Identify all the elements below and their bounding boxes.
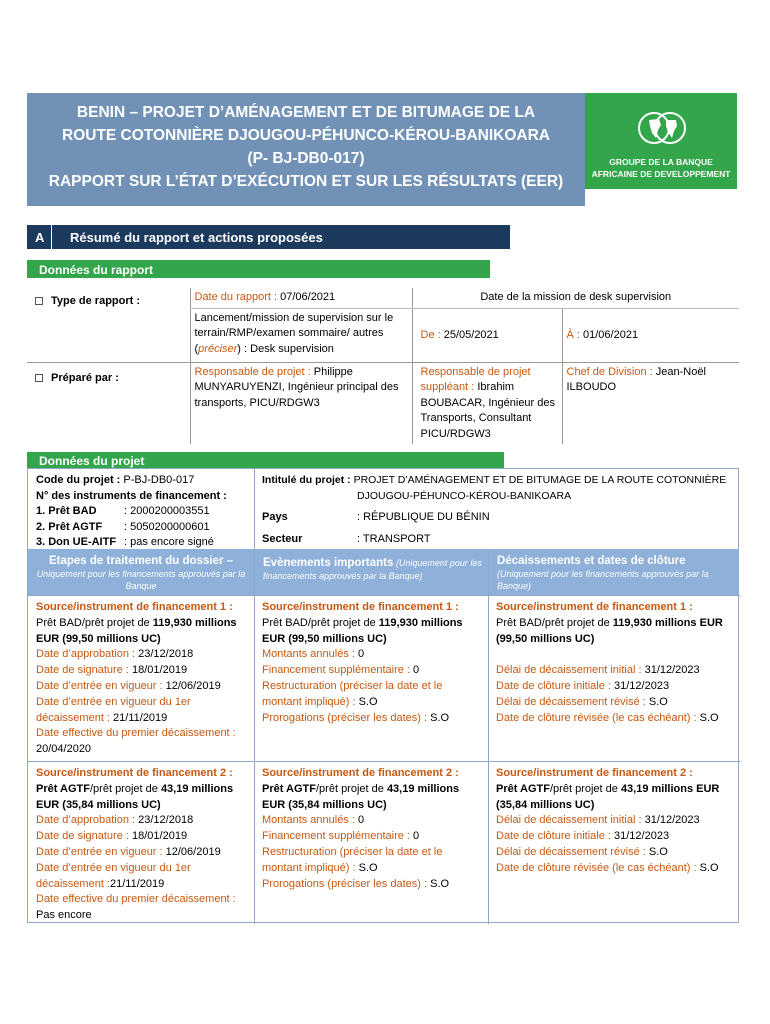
info-label: Date d’entrée en vigueur : <box>36 679 166 692</box>
info-label: Date d’entrée en vigueur du 1er décaissement : <box>36 861 191 890</box>
info-label: Date de signature : <box>36 664 133 677</box>
info-row <box>496 829 734 845</box>
section-letter: A <box>27 225 51 249</box>
info-value: 0 <box>358 814 365 827</box>
info-label: Montants annulés : <box>262 648 359 661</box>
title-line-2: ROUTE COTONNIÈRE DJOUGOU-PÉHUNCO-KÉROU-BANIKOARA <box>62 127 550 144</box>
mission-start: De : 25/05/2021 <box>412 308 562 362</box>
info-row <box>496 679 734 695</box>
info-label: Date de clôture initiale : <box>496 679 615 692</box>
info-label: Financement supplémentaire : <box>262 664 414 677</box>
info-row <box>496 861 734 877</box>
info-row <box>262 679 484 711</box>
info-value: 0 <box>413 664 420 677</box>
block1-disbursements <box>496 663 734 726</box>
info-value: 21/11/2019 <box>109 877 165 890</box>
info-value: Pas encore <box>36 909 92 922</box>
info-label: Date d’entrée en vigueur du 1er décaissement : <box>36 695 191 724</box>
info-value: S.O <box>699 711 719 724</box>
report-data-table <box>27 288 739 444</box>
block1-dates <box>36 647 250 758</box>
col2-header: Evènements importants (Uniquement pour les financements approuvés par la Banque) <box>255 549 488 595</box>
block1-col3: Source/instrument de financement 1 : Prêt BAD/prêt projet de 119,930 millions EUR (99,50 millions UC) Délai de décaissement initial : 31/12/2023 Date de clôture initiale : 31/12/2023 Délai de décaissement révisé : S.O Date de clôture révisée (le cas échéant) : S.O <box>496 600 734 726</box>
info-label: Restructuration (préciser la date et le montant impliqué) : <box>262 679 443 708</box>
info-value: 0 <box>358 648 365 661</box>
info-label: Financement supplémentaire : <box>262 830 414 843</box>
info-row <box>36 829 250 845</box>
title-line-4: RAPPORT SUR L’ÉTAT D’EXÉCUTION ET SUR LES RÉSULTATS (EER) <box>48 173 564 190</box>
info-label: Délai de décaissement initial : <box>496 814 645 827</box>
report-data-bar: Données du rapport <box>27 260 490 278</box>
afdb-logo <box>585 93 737 189</box>
block1-col1: Source/instrument de financement 1 : Prêt BAD/prêt projet de 119,930 millions EUR (99,50 millions UC) Date d’approbation : 23/12/2018 Date de signature : 18/01/2019 Date d’entrée en vigueur : 12/06/2019 Date d’entrée en vigueur du 1er décaissement : 21/11/2019 Date effective du premier décaissement : 20/04/2020 <box>36 600 250 758</box>
date-du-rapport: Date du rapport : 07/06/2021 <box>190 288 412 308</box>
block1-col2: Source/instrument de financement 1 : Prêt BAD/prêt projet de 119,930 millions EUR (99,50 millions UC) Montants annulés : 0 Financement supplémentaire : 0 Restructuration (préciser la date et le montant impliqué) : S.O Prorogations (préciser les dates) : S.O <box>262 600 484 726</box>
mission-end: À : 01/06/2021 <box>562 308 739 362</box>
responsable-projet: Responsable de projet : Philippe MUNYARUYENZI, Ingénieur principal des transports, PICU/RDGW3 <box>190 362 412 444</box>
info-row <box>36 695 250 727</box>
responsable-suppleant: Responsable de projet suppléant : Ibrahim BOUBACAR, Ingénieur des Transports, Consultant PICU/RDGW3 <box>412 362 562 444</box>
info-label: Prorogations (préciser les dates) : <box>262 877 431 890</box>
title-line-3: (P- BJ-DB0-017) <box>247 150 365 167</box>
checkbox-icon <box>35 297 43 305</box>
info-value: S.O <box>648 845 668 858</box>
info-value: 23/12/2018 <box>138 648 194 661</box>
info-value: 23/12/2018 <box>138 814 194 827</box>
info-row <box>496 845 734 861</box>
info-value: 0 <box>413 830 420 843</box>
block2-disbursements <box>496 813 734 876</box>
col3-header: Décaissements et dates de clôture (Uniquement pour les financements approuvés par la Banque) <box>489 549 739 595</box>
block2-col2: Source/instrument de financement 2 : Prêt AGTF/prêt projet de 43,19 millions EUR (35,84 millions UC) Montants annulés : 0 Financement supplémentaire : 0 Restructuration (préciser la date et le montant impliqué) : S.O Prorogations (préciser les dates) : S.O <box>262 766 484 892</box>
prepare-par: Préparé par : <box>27 362 190 444</box>
info-value: 12/06/2019 <box>165 679 221 692</box>
info-value: S.O <box>430 877 450 890</box>
info-value: S.O <box>699 861 719 874</box>
info-label: Date d’approbation : <box>36 648 139 661</box>
section-title: Résumé du rapport et actions proposées <box>52 225 510 249</box>
info-value: S.O <box>358 861 378 874</box>
info-row <box>36 647 250 663</box>
info-value: 18/01/2019 <box>132 664 188 677</box>
afdb-globe-icon <box>637 111 687 145</box>
info-label: Date de clôture initiale : <box>496 830 615 843</box>
info-value: 31/12/2023 <box>614 830 670 843</box>
info-label: Date d’entrée en vigueur : <box>36 845 166 858</box>
project-data-section <box>27 468 739 923</box>
project-codes: Code du projet : P-BJ-DB0-017 N° des instruments de financement : 1. Prêt BAD : 2000200003551 2. Prêt AGTF : 5050200000601 3. Don UE-AITF : pas encore signé <box>36 474 227 548</box>
project-identity: Intitulé du projet : PROJET D’AMÉNAGEMENT ET DE BITUMAGE DE LA ROUTE COTONNIÈRE DJOUGOU-PÉHUNCO-KÉROU-BANIKOARA Pays : RÉPUBLIQUE DU BÉNIN Secteur : TRANSPORT <box>262 474 727 545</box>
info-row <box>496 813 734 829</box>
info-value: 31/12/2023 <box>644 814 700 827</box>
info-row <box>36 845 250 861</box>
block2-dates <box>36 813 250 924</box>
title-line-1: BENIN – PROJET D’AMÉNAGEMENT ET DE BITUMAGE DE LA <box>76 104 536 121</box>
info-value: S.O <box>430 711 450 724</box>
info-value: 31/12/2023 <box>614 679 670 692</box>
info-row <box>262 877 484 893</box>
block2-col1: Source/instrument de financement 2 : Prêt AGTF/prêt projet de 43,19 millions EUR (35,84 millions UC) Date d’approbation : 23/12/2018 Date de signature : 18/01/2019 Date d’entrée en vigueur : 12/06/2019 Date d’entrée en vigueur du 1er décaissement :21/11/2019 Date effective du premier décaissement : Pas encore <box>36 766 250 924</box>
info-value: 31/12/2023 <box>644 664 700 677</box>
col1-header: Etapes de traitement du dossier – Uniquement pour les financements approuvés par la Banque <box>28 549 254 595</box>
block1-events <box>262 647 484 726</box>
info-row <box>36 663 250 679</box>
info-row <box>496 663 734 679</box>
mission-type: Lancement/mission de supervision sur le terrain/RMP/examen sommaire/ autres (préciser) : Desk supervision <box>190 308 412 362</box>
info-label: Date effective du premier décaissement : <box>36 893 236 906</box>
checkbox-icon <box>35 374 43 382</box>
info-value: 20/04/2020 <box>36 743 92 756</box>
desk-mission-header: Date de la mission de desk supervision <box>412 288 739 308</box>
block2-col3: Source/instrument de financement 2 : Prêt AGTF/prêt projet de 43,19 millions EUR (35,84 millions UC) Délai de décaissement initial : 31/12/2023 Date de clôture initiale : 31/12/2023 Délai de décaissement révisé : S.O Date de clôture révisée (le cas échéant) : S.O <box>496 766 734 877</box>
project-data-bar: Données du projet <box>27 452 504 469</box>
info-row <box>36 892 250 924</box>
info-row <box>262 845 484 877</box>
info-label: Date effective du premier décaissement : <box>36 727 236 740</box>
info-value: S.O <box>648 695 668 708</box>
info-label: Date de clôture révisée (le cas échéant) : <box>496 861 700 874</box>
info-label: Restructuration (préciser la date et le montant impliqué) : <box>262 845 443 874</box>
info-label: Date d’approbation : <box>36 814 139 827</box>
info-row <box>496 711 734 727</box>
info-label: Date de signature : <box>36 830 133 843</box>
info-label: Montants annulés : <box>262 814 359 827</box>
chef-division: Chef de Division : Jean-Noël ILBOUDO <box>562 362 739 444</box>
info-row <box>262 829 484 845</box>
info-row <box>36 679 250 695</box>
info-value: 18/01/2019 <box>132 830 188 843</box>
info-row <box>262 647 484 663</box>
info-row <box>262 711 484 727</box>
info-label: Délai de décaissement initial : <box>496 664 645 677</box>
info-row <box>36 813 250 829</box>
info-value: 21/11/2019 <box>113 711 168 724</box>
info-row <box>496 695 734 711</box>
info-label: Date de clôture révisée (le cas échéant) : <box>496 711 700 724</box>
info-label: Délai de décaissement révisé : <box>496 695 649 708</box>
info-row <box>36 861 250 893</box>
info-label: Prorogations (préciser les dates) : <box>262 711 431 724</box>
info-value: 12/06/2019 <box>165 845 221 858</box>
info-label: Délai de décaissement révisé : <box>496 845 649 858</box>
info-row <box>262 663 484 679</box>
info-value: S.O <box>358 695 378 708</box>
block2-events <box>262 813 484 892</box>
info-row <box>36 726 250 758</box>
afdb-logo-text: GROUPE DE LA BANQUE AFRICAINE DE DEVELOPPEMENT <box>591 157 731 179</box>
type-de-rapport: Type de rapport : <box>27 288 190 362</box>
info-row <box>262 813 484 829</box>
report-title-banner <box>27 93 585 206</box>
